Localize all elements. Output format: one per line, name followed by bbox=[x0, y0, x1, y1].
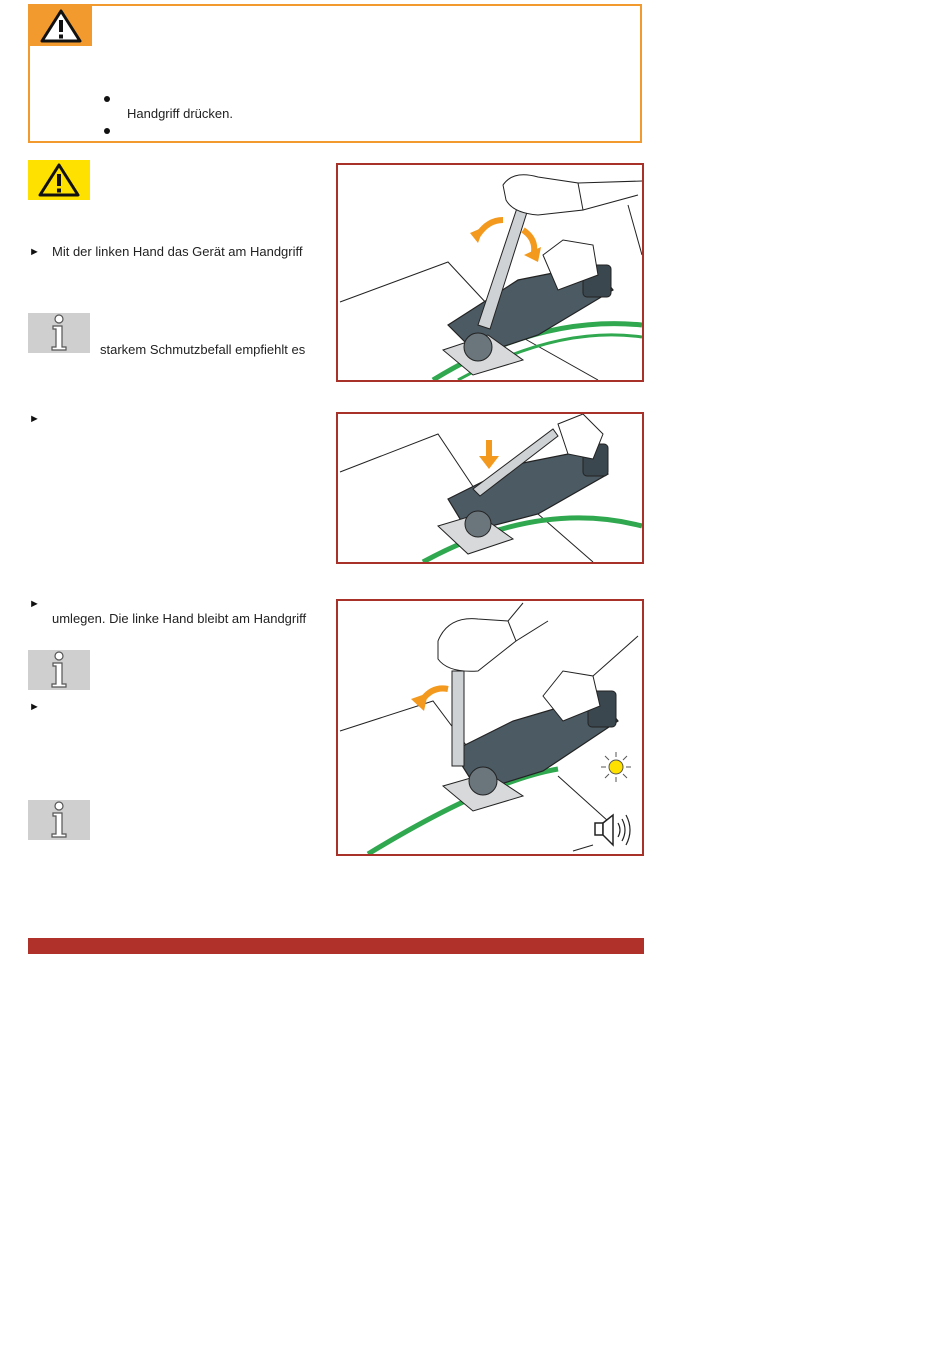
figure-3-illustration bbox=[336, 599, 644, 856]
warning-bullet-1-text: Handgriff drücken. bbox=[127, 106, 233, 121]
arrow-right-icon: ► bbox=[29, 701, 40, 713]
arrow-right-icon: ► bbox=[29, 598, 40, 610]
info-icon bbox=[28, 650, 90, 690]
speaker-icon bbox=[593, 809, 637, 851]
info-icon bbox=[28, 313, 90, 353]
info-icon bbox=[28, 800, 90, 840]
figure-1-illustration bbox=[336, 163, 644, 382]
arrow-right-icon: ► bbox=[29, 246, 40, 258]
figure-2-illustration bbox=[336, 412, 644, 564]
arrow-right-icon: ► bbox=[29, 413, 40, 425]
bullet-1 bbox=[104, 96, 110, 102]
bullet-2 bbox=[104, 128, 110, 134]
info-1-text: starkem Schmutzbefall empfiehlt es bbox=[100, 342, 306, 357]
step-3-text: umlegen. Die linke Hand bleibt am Handgriff bbox=[52, 611, 307, 626]
step-1-text: Mit der linken Hand das Gerät am Handgriff bbox=[52, 244, 303, 259]
caution-triangle-icon bbox=[28, 160, 90, 200]
warning-box bbox=[28, 4, 642, 143]
warning-triangle-icon bbox=[30, 6, 92, 46]
footer-bar bbox=[28, 938, 644, 954]
indicator-light-icon bbox=[600, 751, 632, 783]
